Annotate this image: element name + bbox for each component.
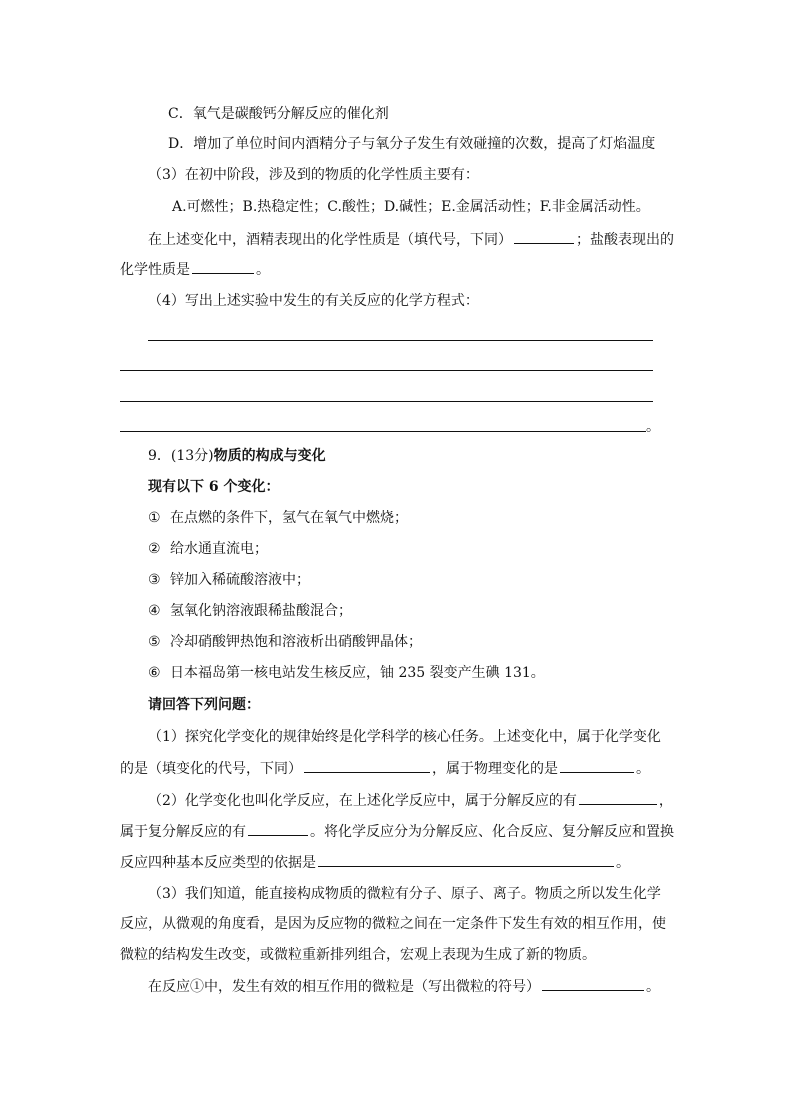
blank-reacting-particles[interactable] [542,976,644,991]
blank-decomposition[interactable] [579,790,657,805]
list-item [148,539,268,559]
item-marker: ④ [148,603,161,619]
list-item [148,601,352,621]
q9-intro: 现有以下 6 个变化： [148,479,280,495]
item-text: 氢氧化钠溶液跟稀盐酸混合； [170,603,352,619]
q9-sub2-end: 。 [616,855,630,871]
q8-part3-end: 。 [256,262,270,278]
q9-sub2-comma: ， [658,793,673,809]
item-text: 冷却硝酸钾热饱和溶液析出硝酸钾晶体； [170,634,422,650]
item-marker: ⑤ [148,634,161,650]
q9-sub1-prompt-a: 的是（填变化的代号，下同） [120,761,302,777]
q8-part3-prompt-a: 在上述变化中，酒精表现出的化学性质是（填代号，下同） [148,232,512,248]
q9-sub1-end: 。 [636,761,650,777]
blank-alcohol-property[interactable] [514,229,574,244]
q8-part3-prompt-c: 化学性质是 [120,262,190,278]
item-marker: ② [148,541,161,557]
q9-heading [148,446,326,466]
item-text: 锌加入稀硫酸溶液中； [170,572,310,588]
q8-part3-title: （3）在初中阶段，涉及到的物质的化学性质主要有： [148,167,479,183]
blank-physical-change[interactable] [560,758,634,773]
q9-sub2-prompt-c: 。将化学反应分为分解反应、化合反应、复分解反应和置换 [310,824,674,840]
q9-sub1-line2 [120,758,650,779]
item-marker: ① [148,510,161,526]
item-marker: ③ [148,572,161,588]
q9-sub3-prompt: 在反应①中，发生有效的相互作用的微粒是（写出微粒的符号） [148,979,540,995]
q9-sub2-prompt-a: （2）化学变化也叫化学反应，在上述化学反应中，属于分解反应的有 [148,793,577,809]
blank-double-decomposition[interactable] [248,821,308,836]
q8-part4-end: 。 [646,419,660,435]
blank-chemical-change[interactable] [304,758,430,773]
q9-sub1-prompt-b: ，属于物理变化的是 [432,761,558,777]
q9-title: 物质的构成与变化 [213,448,326,464]
option-d: D．增加了单位时间内酒精分子与氧分子发生有效碰撞的次数，提高了灯焰温度 [168,136,656,152]
blank-classification-basis[interactable] [318,852,614,867]
item-marker: ⑥ [148,665,161,681]
q9-sub3-end: 。 [646,979,660,995]
list-item [148,570,310,590]
item-text: 在点燃的条件下，氢气在氧气中燃烧； [170,510,408,526]
q9-sub3-line3: 微粒的结构发生改变，或微粒重新排列组合，宏观上表现为生成了新的物质。 [120,947,596,963]
list-item [148,663,545,683]
q9-sub3-line1: （3）我们知道，能直接构成物质的微粒有分子、原子、离子。物质之所以发生化学 [148,886,661,902]
q9-sub2-line1 [148,790,673,811]
q8-part3-question-line2 [120,259,270,280]
q8-part3-prompt-b: ；盐酸表现出的 [576,232,674,248]
option-c: C．氧气是碳酸钙分解反应的催化剂 [168,106,389,122]
q9-number: 9．(13分) [148,448,214,464]
q9-sub1-line1: （1）探究化学变化的规律始终是化学科学的核心任务。上述变化中，属于化学变化 [148,729,661,745]
q8-part3-question-line1 [148,229,674,250]
answer-line-1[interactable] [148,340,653,341]
answer-prompt: 请回答下列问题： [148,697,260,713]
item-text: 给水通直流电； [170,541,268,557]
list-item [148,632,422,652]
q9-sub2-line3 [120,852,630,873]
q8-part4-title: （4）写出上述实验中发生的有关反应的化学方程式： [148,293,479,309]
answer-line-2[interactable] [120,370,653,371]
q9-sub2-prompt-b: 属于复分解反应的有 [120,824,246,840]
blank-acid-property[interactable] [192,259,254,274]
q9-sub2-prompt-d: 反应四种基本反应类型的依据是 [120,855,316,871]
q9-sub3-line4 [148,976,660,997]
answer-line-3[interactable] [120,401,653,402]
item-text: 日本福岛第一核电站发生核反应，铀 235 裂变产生碘 131。 [170,665,545,681]
q9-sub3-line2: 反应，从微观的角度看，是因为反应物的微粒之间在一定条件下发生有效的相互作用，使 [120,916,666,932]
q8-part3-options: A.可燃性；B.热稳定性；C.酸性；D.碱性；E.金属活动性；F.非金属活动性。 [172,199,650,215]
q9-sub2-line2 [120,821,674,842]
list-item [148,508,408,528]
answer-line-4[interactable] [120,431,646,432]
